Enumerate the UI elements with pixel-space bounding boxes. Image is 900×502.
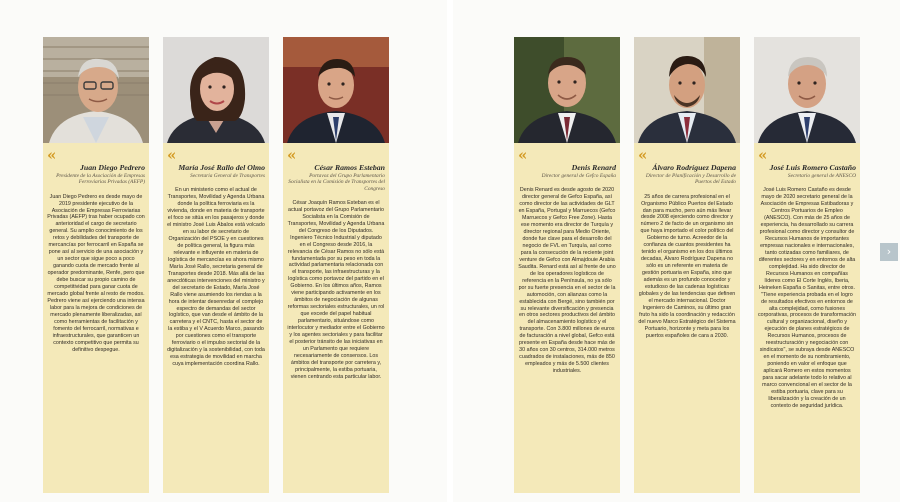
profile-role: Director general de Gefco España [541,173,616,179]
quote-mark-icon: « [47,146,55,164]
profile-name: José Luis Romero Castaño [769,163,856,172]
right-page [453,0,900,502]
profile-panel [514,143,620,493]
portrait-photo [163,37,269,143]
profile-bio: 25 años de carrera profesional en el Organismo Público Puertos del Estado dan para mucho, pero aún más llevar desde 2008 ejerciendo como director y número 2 de facto de un organismo sin que haya importado el color político del Gobierno de turno. Acreedor de la confianza de cuantos presidentes ha tenido el organismo en los dos últimos decadas, Álvaro Rodríguez Dapena no sólo es un referente en materia de gestión portuaria en España, sino que además es un profundo conocedor y estudioso de las cadenas logísticas globales y de las tendencias que definen el mercado internacional. Doctor Ingeniero de Caminos, su último gran fruto ha sido la coordinación y redacción del nuevo Marco Estratégico del Sistema Portuario, horizonte y meta para los puertos españoles de cara a 2030. [638,193,736,339]
portrait-photo [634,37,740,143]
portrait-photo [283,37,389,143]
profile-card-pedrero [43,37,149,493]
profile-bio: José Luis Romero Castaño es desde mayo de 2020 secretario general de la Asociación de Empresas Estibadoras y Centros Portuarios de Empleo (ANESCO). Con más de 25 años de experiencia, ha desarrollado su carrera profesional como director y consultor de Recursos Humanos de importantes empresas nacionales e internacionales, tanto cotizadas como familiares, de diferentes sectores y en entornos de alta complejidad. Ha sido director de Recursos Humanos en compañías líderes como El Corte Inglés, Iberia, Heineken España o Sanitas, entre otros. "Tiene experiencia probada en el logro de resultados efectivos en entornos de alta complejidad, como fusiones corporativas, procesos de transformación cultural y organizacional, diseño y ejecución de planes estratégicos de Recursos Humanos, procesos de reestructuración y negociación con sindicatos", se subraya desde ANESCO en el momento de su nombramiento, poniendo en valor el enfoque que aplicará Romero en estos momentos para sacar adelante todo lo relativo al marco convencional en el sector de la estiba portuaria, clave para su liberalización y la creación de un contexto de seguridad jurídica. [758,187,857,409]
profile-bio: César Joaquín Ramos Esteban es el actual portavoz del Grupo Parlamentario Socialista en la Comisión de Transportes, Movilidad y Agenda Urbana del Congreso de los Diputados. Ingeniero Técnico Industrial y diputado en el Congreso desde 2016, la relevancia de César Ramos no sólo está fundamentada por su peso en toda la actividad parlamentaria relacionada con el transporte, las infraestructuras y la logística como portavoz del partido en el Gobierno. En los últimos años, Ramos viene participando activamente en los ámbitos de negociación de algunas reformas sectoriales estructurales, un rol que excede del papel habitual parlamentario, situándose como interlocutor y mediador entre el Gobierno y los agentes sectoriales y para facilitar el posterior tránsito de las iniciativas en un Parlamento que requiere necesariamente de consensos. Los ámbitos del transporte por carretera y, principalmente, la estiba portuaria, vienen centrando esta particular labor. [287,199,385,380]
portrait-photo [514,37,620,143]
profile-name: María José Rallo del Olmo [178,163,265,172]
next-page-arrow-icon[interactable]: › [880,243,898,261]
profile-role: Portavoz del Grupo Parlamentario Socialista en la Comisión de Transportes del Congreso [288,173,385,192]
profile-name: Álvaro Rodríguez Dapena [652,163,736,172]
profile-role: Presidente de la Asociación de Empresas Ferroviarias Privadas (AEFP) [56,173,145,186]
quote-mark-icon: « [518,146,526,164]
quote-mark-icon: « [287,146,295,164]
portrait-photo [754,37,860,143]
quote-mark-icon: « [758,146,766,164]
profile-panel [163,143,269,493]
portrait-photo [43,37,149,143]
profile-card-dapena [634,37,740,493]
profile-bio: Denis Renard es desde agosto de 2020 director general de Gefco España, así como director de las actividades de GLT en España, Portugal y Marruecos (Gefco Marruecos y Gefco Free Zone). Hasta ese momento era director de Turquía y director regional para Medio Oriente, donde fue clave para el desarrollo del negocio de FVL en Turquía, así como para la consecución de la reciente joint venture de Gefco con Almajdouie Arabia Saudita. Renard está así al frente de uno de los operadores logísticos de referencia en la Península, no ya sólo por su fuerte presencia en el sector de la automoción, con alianzas como la establecida con Bergé, sino también por su relevante diversificación y presencia en otros sectores productivos del ámbito del almacenamiento logístico y el transporte. Con 3.800 millones de euros de facturación a nivel global, Gefco está presente en España desde hace más de 30 años con 30 centros, 314.000 metros cuadrados de instalaciones, más de 850 empleados y más de 5.500 clientes industriales. [518,187,616,375]
left-page [0,0,447,502]
profile-name: César Ramos Esteban [314,163,385,172]
profile-panel [283,143,389,493]
quote-mark-icon: « [638,146,646,164]
quote-mark-icon: « [167,146,175,164]
profile-card-ramos [283,37,389,493]
profile-name: Juan Diego Pedrero [80,163,145,172]
profile-panel [754,143,860,493]
profile-card-rallo [163,37,269,493]
profile-bio: En un ministerio como el actual de Transportes, Movilidad y Agenda Urbana donde la política ferroviaria es la vivienda, donde en materia de transporte el foco se sitúa en los pasajeros y donde el ministro José Luis Ábalos está volcado en su labor de secretario de Organización del PSOE y en cuestiones de política general, la figura más relevante e influyente en materia de logística de mercancías es ahora mismo María José Rallo, secretaria general de Transportes desde 2018. Más allá de las anecdóticas intervenciones del ministro y del secretario de Estado, María José Rallo viene asumiendo los riendas a la hora de intentar desenredar el complejo espectro de demandas del sector logístico, que van desde el ámbito de la carretera y el CNTC, hasta el sector de la estiba y el V Acuerdo Marco, pasando por cuestiones como el transporte ferroviario o el impulso sectorial de la digitalización y la sostenibilidad, con toda esa estrategia de movilidad en marcha cuya implementación coordina Rallo. [167,187,265,368]
profile-card-renard [514,37,620,493]
profile-role: Secretaria General de Transportes [190,173,265,179]
profile-panel [634,143,740,493]
profile-card-romero [754,37,860,493]
profile-name: Denis Renard [571,163,616,172]
profile-bio: Juan Diego Pedrero es desde mayo de 2019 presidente ejecutivo de la Asociación de Empresas Ferroviarias Privadas (AEFP) tras haber ocupado con anterioridad el cargo de secretario general. Su amplio conocimiento de los retos y debilidades del transporte de mercancías por ferrocarril en España se pone así al servicio de una asociación y un sector que sigue poco a poco ganando cuota de mercado frente al operador predominante, Renfe, pero que debe buscar su propio camino de competitividad para ganar cuota de mercado global frente al resto de modos. Pedrero viene así ejerciendo una intensa labor para la mejora de condiciones de mercado plenamente liberalizadas, así como herramientas de facilitación y fomento del ferrocarril, normativas e infraestructurales, que garanticen un contexto competitivo que permita su definitivo despegue. [47,193,145,353]
profile-role: Secretario general de ANESCO [787,173,856,179]
profile-panel [43,143,149,493]
profile-role: Director de Planificación y Desarrollo de Puertos del Estado [645,173,736,186]
